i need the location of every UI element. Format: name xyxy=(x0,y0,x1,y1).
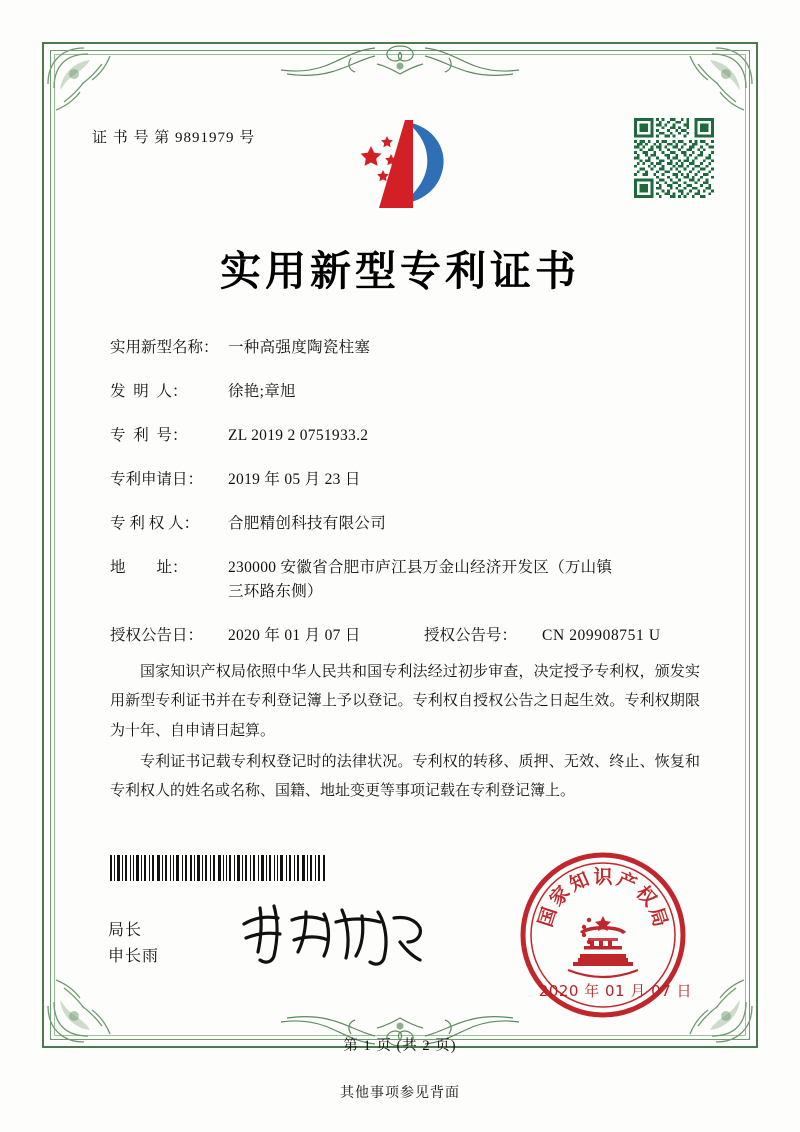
field-value-line1: 230000 安徽省合肥市庐江县万金山经济开发区（万山镇 xyxy=(228,559,613,577)
qr-code xyxy=(634,118,714,198)
field-patentee xyxy=(110,512,704,536)
field-value-line2: 三环路东侧） xyxy=(228,583,323,601)
svg-text:产: 产 xyxy=(613,868,640,896)
field-value-grant-date: 2020 年 01 月 07 日 xyxy=(228,627,361,645)
body-text xyxy=(110,658,700,808)
top-flourish-icon xyxy=(255,40,545,82)
field-application-date xyxy=(110,468,704,492)
cnipa-logo-icon xyxy=(335,112,465,217)
field-value: 徐艳;章旭 xyxy=(228,383,296,401)
field-label: 发 明 人： xyxy=(110,383,188,401)
svg-text:局: 局 xyxy=(644,904,672,930)
field-label: 专 利 权 人： xyxy=(110,515,200,533)
svg-text:识: 识 xyxy=(593,866,613,888)
signature-name-label: 申长雨 xyxy=(108,947,160,965)
field-label-grant-number: 授权公告号： xyxy=(424,627,518,645)
field-value: 合肥精创科技有限公司 xyxy=(228,515,387,533)
certificate-number: 证 书 号 第 9891979 号 xyxy=(92,130,256,146)
corner-ornament-icon xyxy=(44,956,134,1046)
field-value-wrapper xyxy=(228,556,704,604)
svg-text:国: 国 xyxy=(534,904,562,930)
svg-text:知: 知 xyxy=(566,868,593,896)
paragraph-1: 国家知识产权局依照中华人民共和国专利法经过初步审查，决定授予专利权，颁发实用新型专利证书并在专利登记簿上予以登记。专利权自授权公告之日起生效。专利权期限为十年、自申请日起算。 xyxy=(110,664,700,739)
svg-text:家: 家 xyxy=(545,881,575,911)
handwritten-signature-icon xyxy=(236,898,426,970)
field-inventor xyxy=(110,380,704,404)
field-label: 实用新型名称： xyxy=(110,339,219,356)
field-label: 专利申请日： xyxy=(110,471,204,489)
signature-title-label: 局长 xyxy=(108,922,143,939)
field-label: 专 利 号： xyxy=(110,427,188,445)
barcode xyxy=(108,855,326,881)
svg-text:权: 权 xyxy=(631,881,661,911)
signature-labels xyxy=(108,918,159,969)
field-invention-name xyxy=(110,336,704,360)
field-grant-announcement xyxy=(110,624,704,648)
seal-date: 2020 年 01 月 07 日 xyxy=(538,982,692,1000)
page-title: 实用新型专利证书 xyxy=(220,247,580,295)
corner-ornament-icon xyxy=(44,44,134,134)
field-value: 一种高强度陶瓷柱塞 xyxy=(228,339,371,356)
field-address xyxy=(110,556,704,604)
paragraph-2: 专利证书记载专利权登记时的法律状况。专利权的转移、质押、无效、终止、恢复和专利权人的姓名或名称、国籍、地址变更等事项记载在专利登记簿上。 xyxy=(110,753,700,799)
field-label: 地 址： xyxy=(110,559,188,577)
field-patent-number xyxy=(110,424,704,448)
field-value: 2019 年 05 月 23 日 xyxy=(228,471,361,489)
field-value-grant-number: CN 209908751 U xyxy=(542,627,661,645)
field-value: ZL 2019 2 0751933.2 xyxy=(228,427,369,445)
backside-note: 其他事项参见背面 xyxy=(340,1086,460,1101)
fields-list xyxy=(110,336,704,668)
page-number: 第 1 页 (共 2 页) xyxy=(343,1038,457,1054)
field-label-grant-date: 授权公告日： xyxy=(110,627,204,645)
